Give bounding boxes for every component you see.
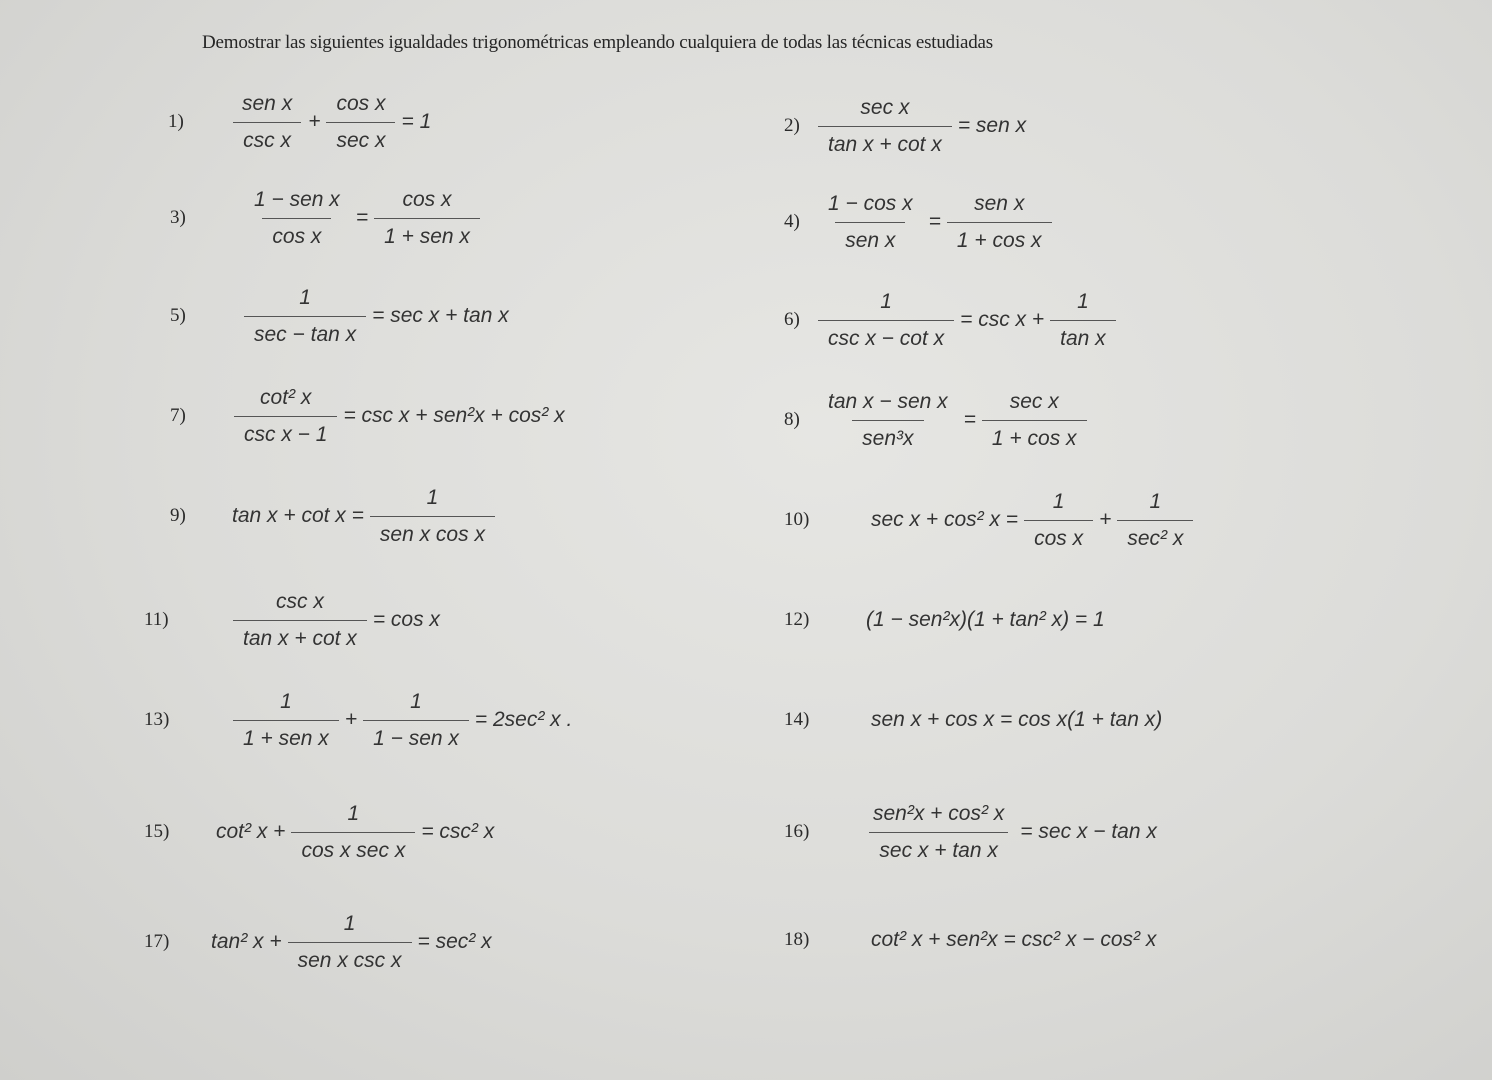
fraction [244,286,366,347]
identity-expression [864,608,1107,632]
fraction [363,690,469,751]
expression-text: = [963,408,976,431]
identity-expression [240,286,511,347]
fraction [1117,490,1193,551]
exercise-17 [144,892,494,992]
numerator: 1 − sen x [254,187,340,211]
exercise-4 [784,172,1056,272]
expression-text: = csc x + [960,308,1045,331]
expression-text: = 1 [401,110,432,133]
denominator: sen x cos x [370,516,495,547]
fraction [244,188,350,249]
identity-expression [229,690,574,751]
denominator: 1 + sen x [374,218,480,249]
exercise-6 [784,270,1120,370]
identity-expression [240,188,484,249]
exercise-number: 7) [170,405,186,426]
exercise-14 [784,670,1164,770]
expression-text: = [928,210,941,233]
expression-text: = sec² x [417,930,492,953]
exercise-number: 6) [784,309,800,330]
fraction [234,386,337,447]
exercise-8 [784,370,1091,470]
exercise-2 [784,76,1028,176]
denominator: sen x csc x [288,942,412,973]
exercise-number: 9) [170,505,186,526]
identity-expression [230,486,499,547]
expression-text: tan x + cot x = [232,504,364,527]
exercise-10 [784,470,1197,570]
numerator: sen²x + cos² x [873,801,1005,825]
numerator: 1 − cos x [828,191,913,215]
fraction [863,802,1014,863]
identity-expression [230,386,567,447]
expression-text: + [308,110,321,133]
expression-text: = cos x [372,608,440,631]
exercise-number: 3) [170,207,186,228]
denominator: sec² x [1117,520,1193,551]
identity-expression [869,490,1197,551]
fraction [291,802,415,863]
denominator: cos x [262,218,331,249]
exercise-9 [170,466,499,566]
numerator: 1 [880,289,892,313]
denominator: tan x [1050,320,1116,351]
fraction [232,92,302,153]
expression-text: cot² x + [216,820,286,843]
denominator: sen³x [852,420,923,451]
expression-text: = 2sec² x . [474,708,573,731]
fraction [326,92,395,153]
exercise-number: 5) [170,305,186,326]
denominator: cos x [1024,520,1093,551]
fraction [374,188,480,249]
fraction [818,390,958,451]
denominator: sec − tan x [244,316,366,347]
identity-expression [869,708,1164,732]
exercise-number: 4) [784,211,800,232]
numerator: 1 [1052,489,1065,513]
exercise-18 [784,890,1158,990]
exercise-12 [784,570,1107,670]
expression-text: tan² x + [211,930,282,953]
numerator: cos x [402,187,452,211]
expression-text: cot² x + sen²x = csc² x − cos² x [871,928,1157,951]
fraction [947,192,1052,253]
denominator: 1 + cos x [947,222,1052,253]
exercise-16 [784,782,1159,882]
identity-expression [814,192,1056,253]
fraction [1024,490,1093,551]
fraction [818,290,954,351]
expression-text: = [355,206,369,229]
exercise-number: 15) [144,821,170,842]
expression-text: + [1099,508,1112,531]
exercise-5 [170,266,511,366]
expression-text: (1 − sen²x)(1 + tan² x) = 1 [866,608,1105,631]
exercise-number: 16) [784,821,810,842]
denominator: 1 + sen x [233,720,339,751]
fraction [233,590,367,651]
numerator: 1 [410,689,422,713]
exercise-number: 12) [784,609,810,630]
identity-expression [814,96,1028,157]
exercise-number: 13) [144,709,170,730]
identity-expression [214,802,496,863]
numerator: 1 [1149,489,1162,513]
exercise-number: 10) [784,509,810,530]
exercise-number: 18) [784,929,810,950]
identity-expression [229,590,442,651]
expression-text: = csc x + sen²x + cos² x [343,404,565,427]
denominator: 1 − sen x [363,720,469,751]
fraction [818,96,952,157]
exercise-13 [144,670,574,770]
identity-expression [814,390,1091,451]
numerator: tan x − sen x [828,389,948,413]
exercise-1 [168,72,433,172]
numerator: csc x [275,589,324,613]
exercise-7 [170,366,567,466]
expression-text: = csc² x [421,820,495,843]
exercise-number: 8) [784,409,800,430]
denominator: sec x + tan x [869,832,1007,863]
denominator: cos x sec x [291,832,415,863]
numerator: sec x [1009,389,1059,413]
numerator: 1 [1077,289,1089,313]
fraction [1050,290,1116,351]
numerator: sen x [242,91,293,115]
expression-text: = sec x + tan x [372,304,509,327]
fraction [818,192,923,253]
identity-expression [209,912,494,973]
denominator: csc x − 1 [234,416,337,447]
numerator: 1 [299,285,311,309]
exercise-number: 1) [168,111,184,132]
exercise-number: 14) [784,709,810,730]
expression-text: = sec x − tan x [1020,820,1157,843]
exercise-11 [144,570,442,670]
exercise-3 [170,168,484,268]
numerator: cot² x [260,385,312,409]
numerator: sec x [860,95,910,119]
exercise-number: 2) [784,115,800,136]
instructions-heading: Demostrar las siguientes igualdades trigonométricas empleando cualquiera de todas las técnicas estudiadas [202,32,993,53]
expression-text: + [344,708,358,731]
denominator: sec x [326,122,395,153]
identity-expression [859,802,1159,863]
identity-expression [228,92,433,153]
denominator: tan x + cot x [818,126,952,157]
denominator: tan x + cot x [233,620,367,651]
fraction [370,486,495,547]
expression-text: = sen x [957,114,1027,137]
denominator: csc x [233,122,301,153]
numerator: 1 [426,485,439,509]
fraction [982,390,1087,451]
expression-text: sec x + cos² x = [871,508,1019,531]
numerator: 1 [280,689,292,713]
identity-expression [814,290,1120,351]
numerator: cos x [336,91,386,115]
exercise-number: 17) [144,931,170,952]
denominator: sen x [835,222,905,253]
fraction [288,912,412,973]
fraction [233,690,339,751]
numerator: sen x [974,191,1025,215]
denominator: csc x − cot x [818,320,954,351]
numerator: 1 [343,911,356,935]
identity-expression [869,928,1158,952]
exercise-number: 11) [144,609,169,630]
numerator: 1 [347,801,360,825]
exercise-15 [144,782,496,882]
denominator: 1 + cos x [982,420,1087,451]
expression-text: sen x + cos x = cos x(1 + tan x) [871,708,1163,731]
